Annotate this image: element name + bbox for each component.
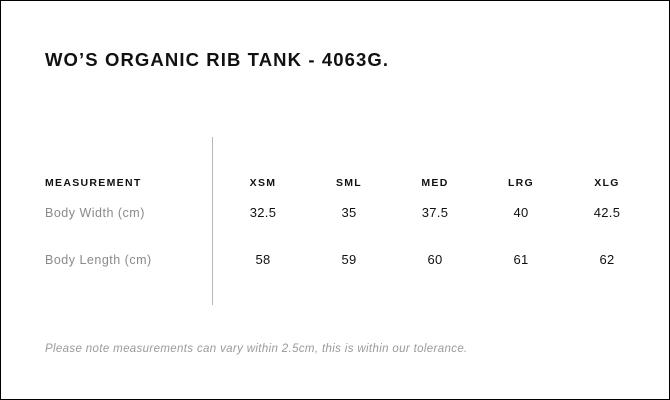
cell-body-length-sml: 59 — [341, 252, 357, 267]
column-header-xsm: XSM — [249, 177, 277, 189]
column-header-measurement: MEASUREMENT — [45, 177, 142, 189]
cell-body-width-xsm: 32.5 — [249, 205, 277, 220]
row-label-body-length: Body Length (cm) — [45, 252, 152, 267]
column-header-xlg: XLG — [594, 177, 620, 189]
table-row — [45, 236, 650, 283]
column-header-lrg: LRG — [507, 177, 535, 189]
cell-body-length-lrg: 61 — [513, 252, 529, 267]
table-body — [45, 189, 650, 283]
cell-body-length-xsm: 58 — [255, 252, 271, 267]
cell-body-length-med: 60 — [427, 252, 443, 267]
page-title: WO’S ORGANIC RIB TANK - 4063G. — [45, 49, 390, 70]
cell-body-width-lrg: 40 — [513, 205, 529, 220]
table-header-row — [45, 137, 650, 189]
table-row — [45, 189, 650, 236]
cell-body-length-xlg: 62 — [599, 252, 615, 267]
size-table — [45, 137, 650, 283]
cell-body-width-xlg: 42.5 — [593, 205, 621, 220]
tolerance-note: Please note measurements can vary within 2.5cm, this is within our tolerance. — [45, 343, 468, 355]
column-header-med: MED — [421, 177, 449, 189]
cell-body-width-sml: 35 — [341, 205, 357, 220]
column-header-sml: SML — [335, 177, 363, 189]
table-header — [45, 137, 650, 189]
cell-body-width-med: 37.5 — [421, 205, 449, 220]
size-table-wrapper — [45, 137, 629, 283]
row-label-body-width: Body Width (cm) — [45, 205, 145, 220]
